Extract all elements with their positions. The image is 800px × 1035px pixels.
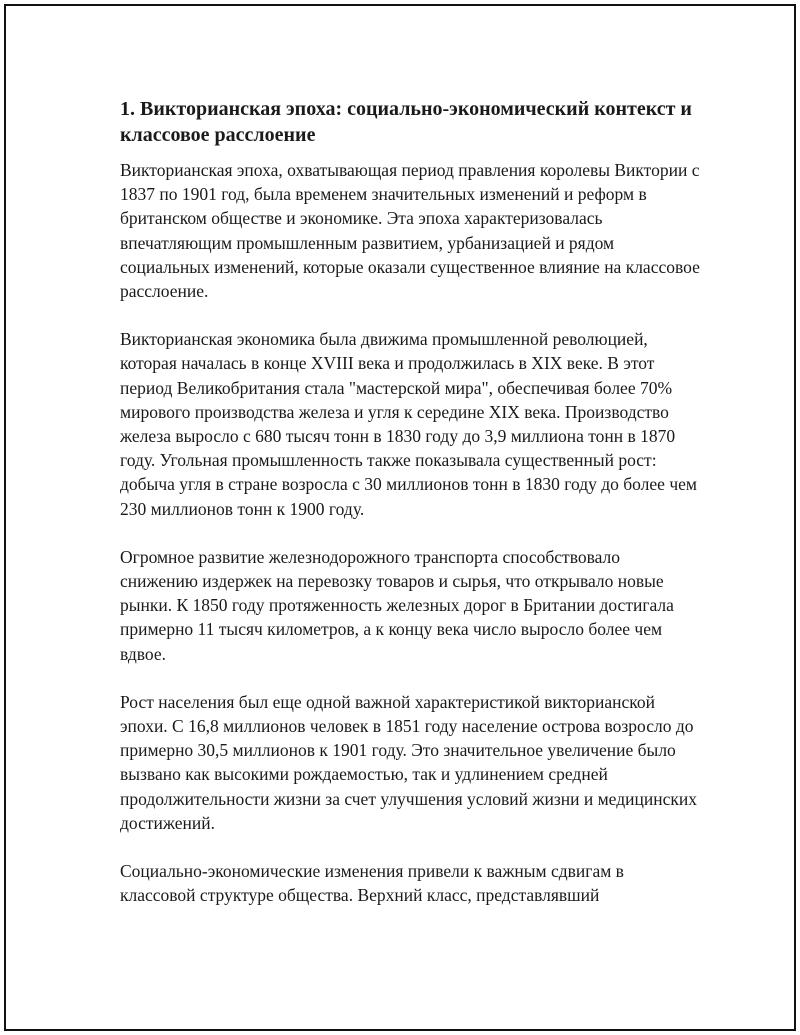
section-heading: 1. Викторианская эпоха: социально-экономический контекст и классовое расслоение (120, 98, 692, 146)
document-body (120, 96, 700, 931)
paragraph-2: Викторианская экономика была движима промышленной революцией, которая началась в конце XVIII века и продолжилась в XIX веке. В этот период Великобритания стала "мастерской мира", обеспечивая более 70% мирового производства железа и угля к середине XIX века. Производство железа выросло с 680 тысяч тонн в 1830 году до 3,9 миллиона тонн в 1870 году. Угольная промышленность также показывала существенный рост: добыча угля в стране возросла с 30 миллионов тонн в 1830 году до более чем 230 миллионов тонн к 1900 году. (120, 329, 697, 519)
paragraph-4: Рост населения был еще одной важной характеристикой викторианской эпохи. С 16,8 миллионов человек в 1851 году население острова возросло до примерно 30,5 миллионов к 1901 году. Это значительное увеличение было вызвано как высокими рождаемостью, так и удлинением средней продолжительности жизни за счет улучшения условий жизни и медицинских достижений. (120, 691, 697, 833)
paragraph-3: Огромное развитие железнодорожного транспорта способствовало снижению издержек на перевозку товаров и сырья, что открывало новые рынки. К 1850 году протяженность железных дорог в Британии достигала примерно 11 тысяч километров, а к концу века число выросло более чем вдвое. (120, 546, 674, 664)
page-frame (4, 4, 796, 1031)
paragraph-5: Социально-экономические изменения привели к важным сдвигам в классовой структуре общества. Верхний класс, представлявший (120, 861, 624, 906)
paragraph-1: Викторианская эпоха, охватывающая период правления королевы Виктории с 1837 по 1901 год, была временем значительных изменений и реформ в британском обществе и экономике. Эта эпоха характеризовалась впечатляющим промышленным развитием, урбанизацией и рядом социальных изменений, которые оказали существенное влияние на классовое расслоение. (120, 160, 700, 302)
